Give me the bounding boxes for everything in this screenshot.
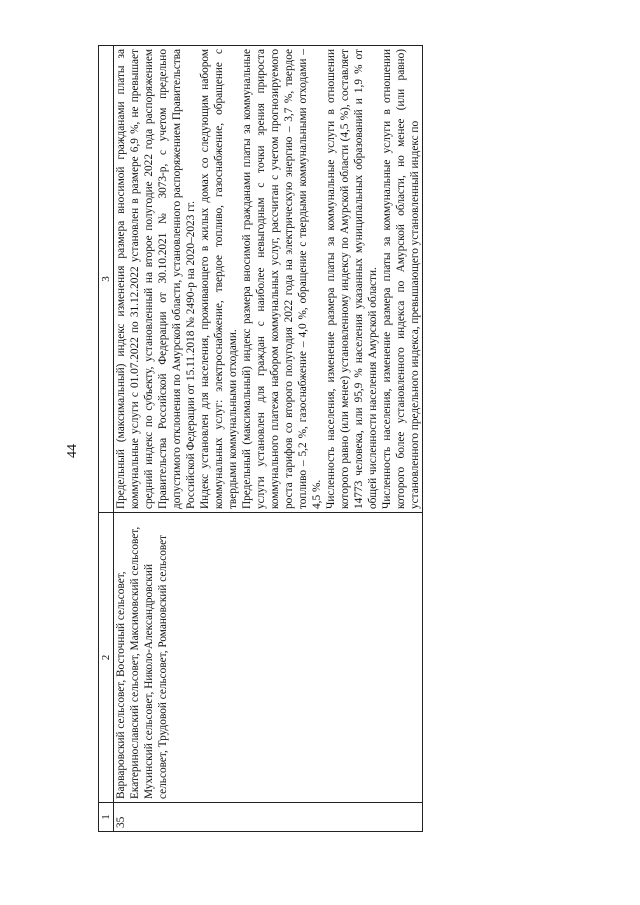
description-cell <box>114 46 423 513</box>
header-col-1: 1 <box>99 803 114 832</box>
paragraph-population-below: Численность населения, изменение размера платы за коммунальные услуги в отношении которого равно (или менее) установленному индексу по Амурской области (4,5 %), составляет 14773 человека, или 95,9 % населения указанных муниципальных образований и 1,9 % от общей численности населения Амурской области. <box>325 49 379 509</box>
paragraph-population-above: Численность населения, изменение размера платы за коммунальные услуги в отношении которого более установленного индекса по Амурской области, но менее (или равно) установленного предельного индекса, превышающего установленный индекс по <box>381 49 421 509</box>
header-col-3: 3 <box>99 46 114 513</box>
paragraph-tariff-growth: Предельный (максимальный) индекс размера вносимой гражданами платы за коммунальные услуги установлен для граждан с наиболее невыгодным с точки зрения прироста коммунального платежа набором коммунальных услуг, рассчитан с учетом прогнозируемого роста тарифов со второго полугодия 2022 года на электрическую энергию – 3,7 %, твердое топливо – 5,2 %, газоснабжение – 4,0 %, обращение с твердыми коммунальными отходами – 4,5 %. <box>241 49 323 509</box>
paragraph-index-value: Предельный (максимальный) индекс изменения размера вносимой гражданами платы за коммунальные услуги с 01.07.2022 по 31.12.2022 установлен в размере 6,9 %, не превышает средний индекс по субъекту, установленный на второе полугодие 2022 года распоряжением Правительства Российской Федерации от 30.10.2021 № 3073-р, с учетом предельно допустимого отклонения по Амурской области, установленного распоряжением Правительства Российской Федерации от 15.11.2018 № 2490-р на 2020–2023 гг. <box>115 49 197 509</box>
header-col-2: 2 <box>99 513 114 803</box>
municipalities-text: Варваровский сельсовет, Восточный сельсовет, Екатеринославский сельсовет, Максимовский сельсовет, Мухинский сельсовет, Николо-Александровский сельсовет, Трудовой сельсовет, Романовский сельсовет <box>115 526 169 799</box>
table-header-row <box>99 46 114 832</box>
page-number: 44 <box>65 444 80 458</box>
rotated-table-container <box>98 49 568 832</box>
index-table <box>98 45 423 832</box>
paragraph-services-set: Индекс установлен для населения, проживающего в жилых домах со следующим набором коммунальных услуг: электроснабжение, твердое топливо, газоснабжение, обращение с твердыми коммунальными отходами. <box>199 49 239 509</box>
table-row <box>114 46 423 832</box>
municipalities-cell <box>114 513 423 803</box>
row-number: 35 <box>114 803 423 832</box>
